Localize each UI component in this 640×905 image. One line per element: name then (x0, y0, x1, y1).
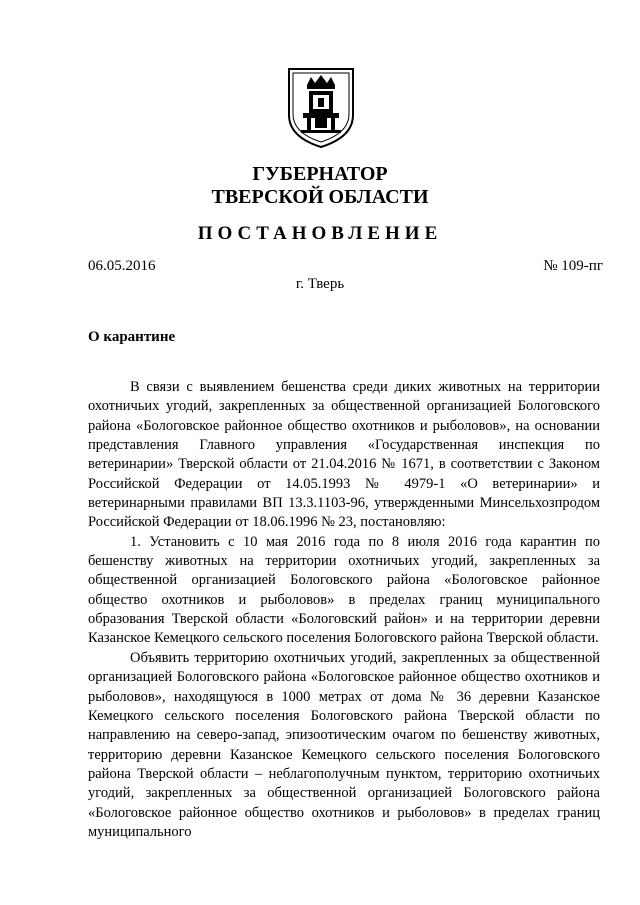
document-subject: О карантине (88, 329, 176, 345)
authority-title: ГУБЕРНАТОР (252, 163, 388, 185)
tver-coat-of-arms-icon (285, 65, 357, 149)
preamble-paragraph: В связи с выявлением бешенства среди диких животных на территории охотничьих угодий, закрепленных за общественной организацией Бологовского района «Бологовское районное общество охотников и рыболовов», на основании представления Главного управления «Государственная инспекция по ветеринарии» Тверской области от 21.04.2016 № 1671, в соответствии с Законом Российской Федерации от 14.05.1993 № 4979-1 «О ветеринарии» и ветеринарными правилами ВП 13.3.1103-96, утвержденными Минсельхозпродом Российской Федерации от 18.06.1996 № 23, постановляю: (88, 379, 600, 531)
document-date: 06.05.2016 (88, 258, 156, 274)
document-type: ПОСТАНОВЛЕНИЕ (197, 223, 443, 244)
document-number: № 109-пг (543, 258, 603, 274)
clause-1-paragraph: 1. Установить с 10 мая 2016 года по 8 июля 2016 года карантин по бешенству животных на территории охотничьих угодий, закрепленных за общественной организацией Бологовского района «Бологовское районное общество охотников и рыболовов» в пределах границ муниципального образования Тверской области «Бологовский район» и на территории деревни Казанское Кемецкого сельского поселения Бологовского района Тверской области. (88, 533, 600, 647)
document-body (88, 378, 600, 842)
declaration-paragraph: Объявить территорию охотничьих угодий, закрепленных за общественной организацией Бологовского района «Бологовское районное общество охотников и рыболовов», находящуюся в 1000 метрах от дома № 36 деревни Казанское Кемецкого сельского поселения Бологовского района Тверской области по направлению на северо-запад, эпизоотическим очагом по бешенству животных, территорию деревни Казанское Кемецкого сельского поселения Бологовского района Тверской области – неблагополучным пунктом, территорию охотничьих угодий, закрепленных за общественной организацией Бологовского района «Бологовское районное общество охотников и рыболовов» в пределах границ муниципального (88, 649, 600, 840)
authority-region: ТВЕРСКОЙ ОБЛАСТИ (211, 186, 429, 208)
document-city: г. Тверь (295, 276, 345, 292)
